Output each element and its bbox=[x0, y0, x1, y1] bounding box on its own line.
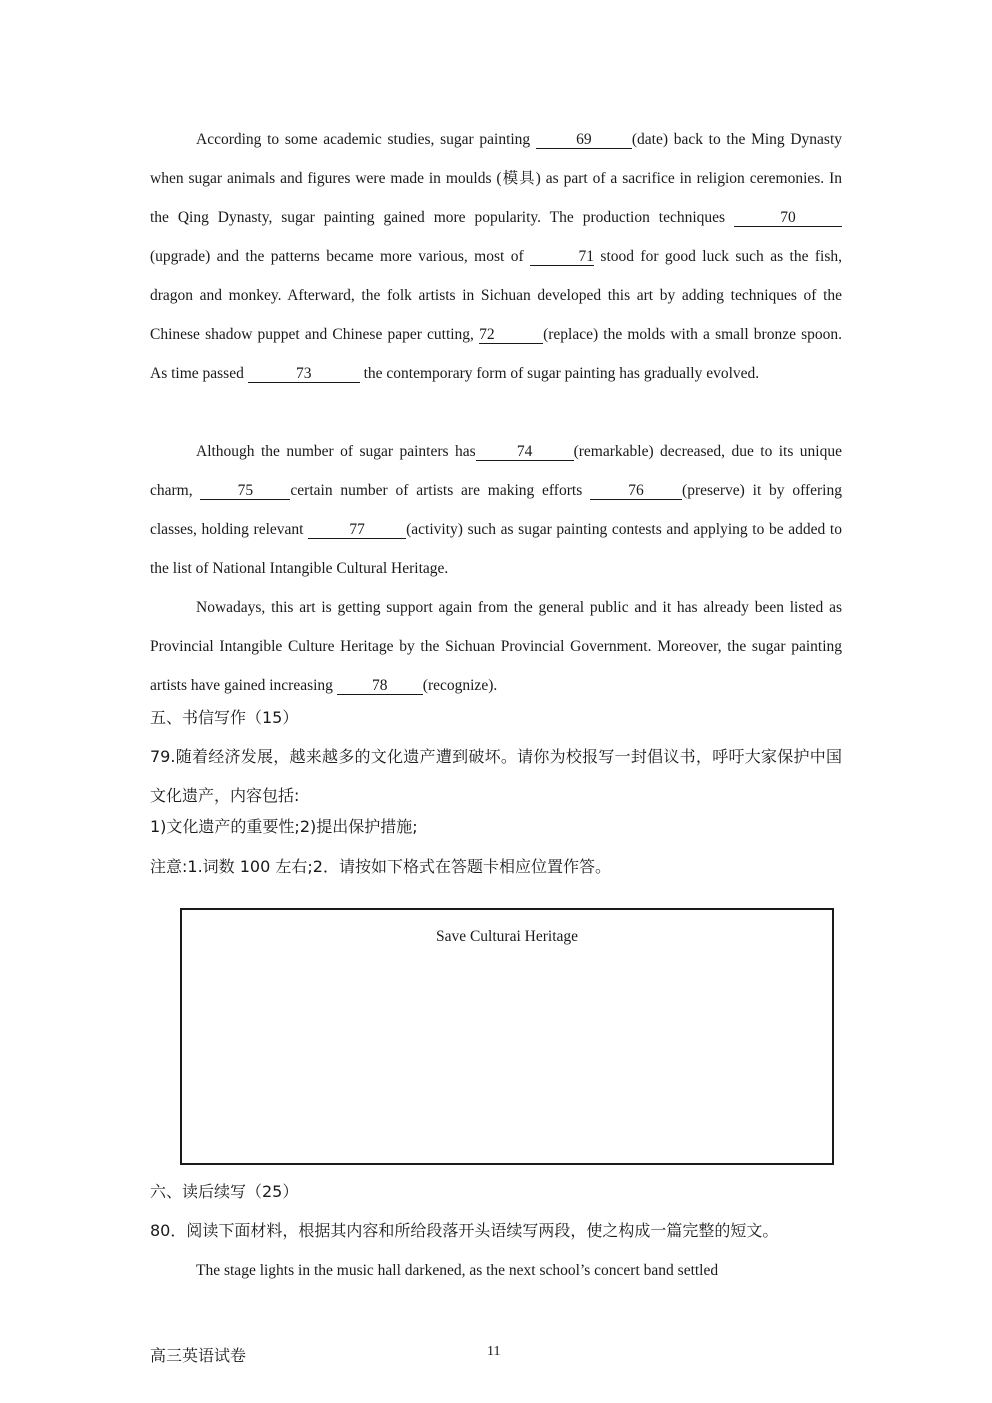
answer-format-box bbox=[180, 908, 834, 1165]
blank-70[interactable]: 70 bbox=[734, 210, 842, 227]
question-79-content: 1)文化遗产的重要性;2)提出保护措施; bbox=[150, 817, 418, 836]
blank-72[interactable]: 72 bbox=[479, 327, 543, 344]
text: Although the number of sugar painters has bbox=[196, 443, 476, 460]
blank-76[interactable]: 76 bbox=[590, 483, 682, 500]
section5-heading: 五、书信写作（15） bbox=[150, 708, 299, 727]
blank-73[interactable]: 73 bbox=[248, 366, 360, 383]
text: (preserve) it by offering classes, holding relevant bbox=[150, 482, 842, 538]
blank-78[interactable]: 78 bbox=[337, 678, 423, 695]
story-opening: The stage lights in the music hall darkened, as the next school’s concert band settled bbox=[196, 1262, 719, 1279]
section6-heading: 六、读后续写（25） bbox=[150, 1182, 299, 1201]
passage-paragraph-3 bbox=[150, 588, 842, 705]
question-79: 79.随着经济发展，越来越多的文化遗产遭到破坏。请你为校报写一封倡议书，呼吁大家保护中国文化遗产，内容包括: bbox=[150, 747, 842, 805]
text: certain number of artists are making efforts bbox=[290, 482, 591, 499]
blank-75[interactable]: 75 bbox=[200, 483, 290, 500]
page-number: 11 bbox=[487, 1344, 501, 1359]
blank-74[interactable]: 74 bbox=[476, 444, 574, 461]
text: According to some academic studies, sugar painting bbox=[196, 131, 536, 148]
text: (date) back to the Ming Dynasty when sugar animals and figures were made in moulds (模具) as part of a sacrifice in religion ceremonies. In the Qing Dynasty, sugar painting gained more popularity. The production techniques bbox=[150, 131, 843, 226]
blank-71[interactable]: 71 bbox=[530, 249, 594, 266]
blank-69[interactable]: 69 bbox=[536, 132, 632, 149]
text: (activity) such as sugar painting contests and applying to be added to the list of National Intangible Cultural Heritage. bbox=[150, 521, 842, 577]
question-80: 80．阅读下面材料，根据其内容和所给段落开头语续写两段，使之构成一篇完整的短文。 bbox=[150, 1221, 779, 1240]
footer-exam-title: 高三英语试卷 bbox=[150, 1346, 247, 1365]
blank-77[interactable]: 77 bbox=[308, 522, 406, 539]
text: the contemporary form of sugar painting has gradually evolved. bbox=[359, 365, 760, 382]
passage-paragraph-2 bbox=[150, 432, 842, 588]
text: (replace) the molds with a small bronze spoon. As time passed bbox=[150, 326, 842, 382]
text: stood for good luck such as the fish, dragon and monkey. Afterward, the folk artists in Sichuan developed this art by adding techniques of the Chinese shadow puppet and Chinese paper cutting, bbox=[150, 248, 842, 343]
passage-paragraph-1 bbox=[150, 120, 842, 393]
text: (upgrade) and the patterns became more various, most of bbox=[150, 248, 531, 265]
text: (recognize). bbox=[422, 677, 498, 694]
answer-box-title: Save Culturai Heritage bbox=[435, 928, 579, 945]
text: Nowadays, this art is getting support again from the general public and it has already been listed as Provincial Intangible Culture Heritage by the Sichuan Provincial Government. Moreover, the sugar painting artists have gained increasing bbox=[150, 599, 842, 694]
question-79-note: 注意:1.词数 100 左右;2．请按如下格式在答题卡相应位置作答。 bbox=[150, 857, 611, 876]
text: (remarkable) decreased, due to its unique charm, bbox=[150, 443, 842, 499]
